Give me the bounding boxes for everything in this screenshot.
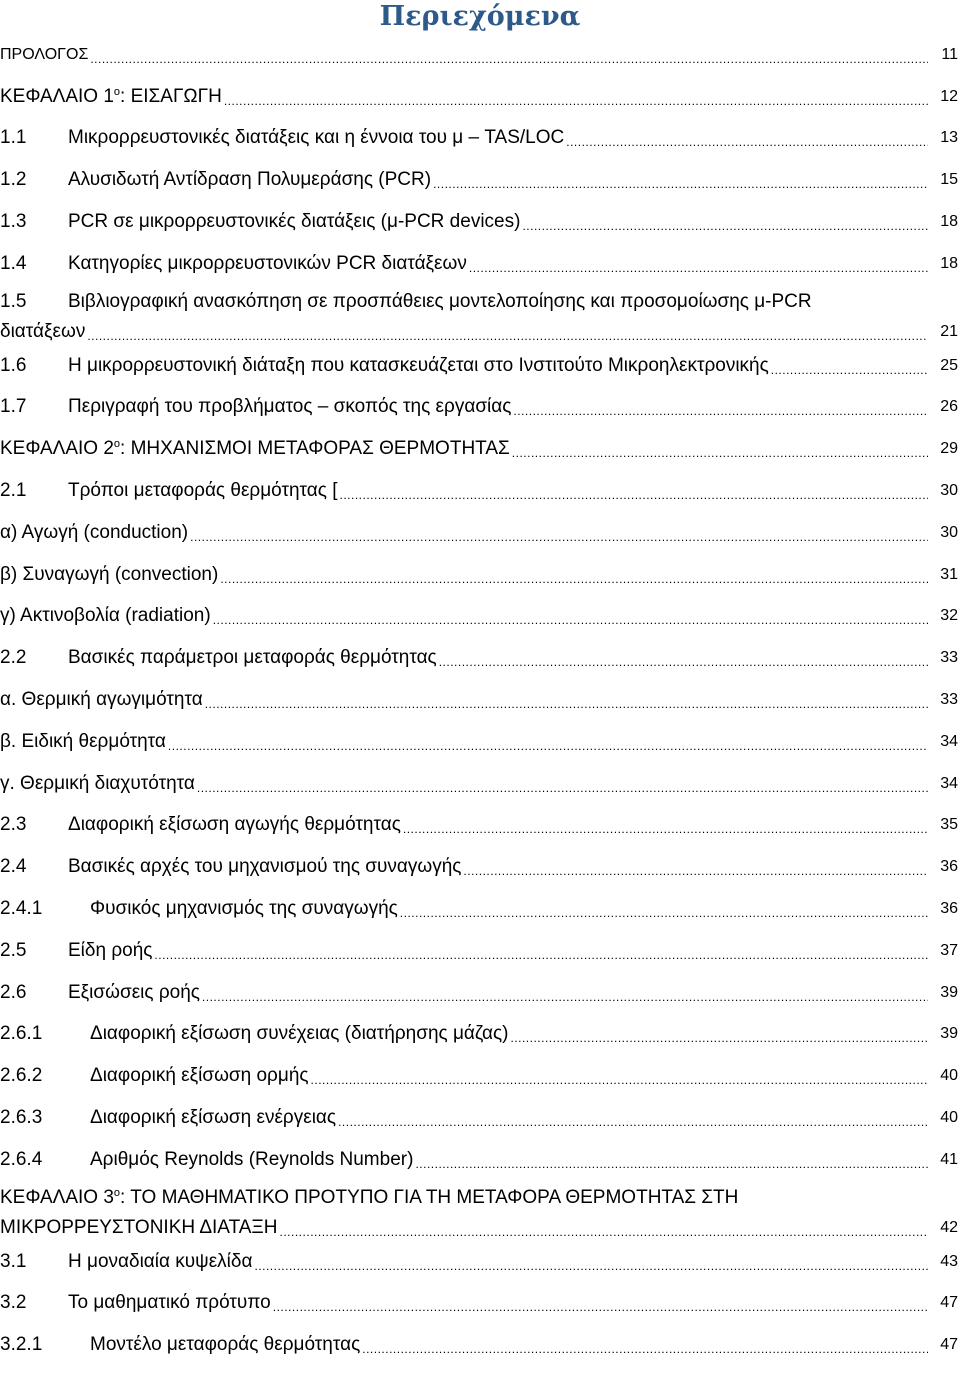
toc-page-number: 21 <box>940 322 958 340</box>
toc-entry-thermal-diffusivity[interactable] <box>0 761 958 803</box>
toc-page-number: 30 <box>940 481 958 499</box>
dot-leader <box>439 655 928 669</box>
dot-leader <box>512 446 928 460</box>
toc-page-number: 25 <box>940 356 958 374</box>
dot-leader <box>190 530 928 544</box>
toc-entry-label: ΚΕΦΑΛΑΙΟ $3^o$: ΤΟ ΜΑΘΗΜΑΤΙΚΟ ΠΡΟΤΥΠΟ ΓΙΑ ΤΗ ΜΕΤΑΦΟΡΑ ΘΕΡΜΟΤΗΤΑΣ ΣΤΗ <box>0 1186 739 1208</box>
dot-leader <box>433 177 928 191</box>
toc-entry-label: Κατηγορίες μικρορρευστονικών PCR διατάξεων <box>68 252 467 274</box>
toc-page-number: 32 <box>940 607 958 625</box>
toc-entry-label: β. Ειδική θερμότητα <box>0 730 166 752</box>
toc-entry-2-4-1[interactable] <box>0 886 958 928</box>
toc-page-number: 31 <box>940 565 958 583</box>
toc-entry-label: Περιγραφή του προβλήματος – σκοπός της εργασίας <box>68 396 512 418</box>
toc-entry-thermal-conductivity[interactable] <box>0 677 958 719</box>
toc-entry-prologue[interactable] <box>0 32 958 74</box>
toc-entry-label: Εξισώσεις ροής <box>68 981 200 1003</box>
toc-entry-2-5[interactable] <box>0 928 958 970</box>
toc-section-number: 2.3 <box>0 814 27 836</box>
dot-leader <box>513 404 928 418</box>
toc-entry-2-2[interactable] <box>0 635 958 677</box>
toc-page-number: 18 <box>940 212 958 230</box>
toc-entry-label: α. Θερμική αγωγιμότητα <box>0 688 203 710</box>
toc-entry-label: Αριθμός Reynolds (Reynolds Number) <box>90 1148 414 1170</box>
dot-leader <box>400 906 928 920</box>
toc-entry-label: α) Αγωγή (conduction) <box>0 521 189 543</box>
toc-entry-2-6[interactable] <box>0 970 958 1012</box>
toc-entry-2-6-3[interactable] <box>0 1095 958 1137</box>
toc-page-number: 40 <box>940 1067 958 1085</box>
table-of-contents <box>0 32 958 1364</box>
toc-section-number: 2.1 <box>0 479 27 501</box>
toc-page-number: 37 <box>940 941 958 959</box>
toc-entry-chapter-2[interactable] <box>0 426 958 468</box>
dot-leader <box>280 1225 928 1239</box>
toc-entry-2-3[interactable] <box>0 803 958 845</box>
toc-entry-label: Διαφορική εξίσωση ορμής <box>90 1065 309 1087</box>
toc-section-number: 2.6 <box>0 981 27 1003</box>
toc-entry-label-continued: διατάξεων <box>0 320 86 342</box>
toc-entry-label-continued: ΜΙΚΡΟΡΡΕΥΣΤΟΝΙΚΗ ΔΙΑΤΑΞΗ <box>0 1216 278 1238</box>
toc-entry-1-2[interactable] <box>0 157 958 199</box>
toc-entry-2-4[interactable] <box>0 844 958 886</box>
dot-leader <box>90 52 928 66</box>
toc-page-number: 35 <box>940 816 958 834</box>
toc-entry-label: Τρόποι μεταφοράς θερμότητας [ <box>68 479 338 501</box>
dot-leader <box>566 135 928 149</box>
dot-leader <box>273 1300 928 1314</box>
toc-section-number: 1.7 <box>0 396 27 418</box>
dot-leader <box>224 94 928 108</box>
toc-section-number: 1.2 <box>0 169 27 191</box>
dot-leader <box>338 1115 928 1129</box>
toc-page-number: 47 <box>940 1294 958 1312</box>
toc-entry-1-7[interactable] <box>0 385 958 427</box>
toc-entry-2-6-4[interactable] <box>0 1137 958 1179</box>
toc-entry-2-6-2[interactable] <box>0 1053 958 1095</box>
toc-entry-1-1[interactable] <box>0 116 958 158</box>
toc-section-number: 3.2 <box>0 1292 27 1314</box>
toc-entry-conduction[interactable] <box>0 510 958 552</box>
toc-page-number: 13 <box>940 129 958 147</box>
toc-section-number: 2.6.1 <box>0 1023 43 1045</box>
toc-entry-3-2[interactable] <box>0 1281 958 1323</box>
toc-entry-specific-heat[interactable] <box>0 719 958 761</box>
dot-leader <box>339 488 928 502</box>
toc-entry-2-6-1[interactable] <box>0 1012 958 1054</box>
toc-section-number: 2.5 <box>0 939 27 961</box>
toc-section-number: 2.2 <box>0 647 27 669</box>
toc-page-number: 39 <box>940 983 958 1001</box>
toc-entry-label: Φυσικός μηχανισμός της συναγωγής <box>90 897 398 919</box>
toc-page-number: 33 <box>940 649 958 667</box>
toc-section-number: 2.4 <box>0 856 27 878</box>
toc-section-number: 2.6.4 <box>0 1148 43 1170</box>
dot-leader <box>362 1342 928 1356</box>
dot-leader <box>469 261 928 275</box>
dot-leader <box>403 822 928 836</box>
toc-entry-label: Αλυσιδωτή Αντίδραση Πολυμεράσης (PCR) <box>68 169 432 191</box>
dot-leader <box>87 329 928 343</box>
toc-section-number: 3.2.1 <box>0 1334 43 1356</box>
toc-page-number: 36 <box>940 858 958 876</box>
toc-page-number: 30 <box>940 523 958 541</box>
toc-entry-1-3[interactable] <box>0 199 958 241</box>
toc-entry-label: γ. Θερμική διαχυτότητα <box>0 772 195 794</box>
toc-section-number: 1.4 <box>0 252 27 274</box>
dot-leader <box>202 990 928 1004</box>
toc-entry-label: Διαφορική εξίσωση αγωγής θερμότητας <box>68 814 401 836</box>
toc-entry-radiation[interactable] <box>0 594 958 636</box>
toc-section-number: 3.1 <box>0 1250 27 1272</box>
toc-page-number: 43 <box>940 1252 958 1270</box>
toc-entry-label: Μικρορρευστονικές διατάξεις και η έννοια του μ – TAS/LOC <box>68 127 565 149</box>
toc-page-number: 11 <box>941 45 958 63</box>
toc-page-number: 12 <box>940 87 958 105</box>
toc-page-number: 34 <box>940 732 958 750</box>
dot-leader <box>311 1073 928 1087</box>
toc-page-number: 36 <box>940 899 958 917</box>
toc-page-number: 29 <box>940 440 958 458</box>
toc-page-number: 40 <box>940 1108 958 1126</box>
toc-page-number: 41 <box>940 1150 958 1168</box>
toc-entry-chapter-1[interactable] <box>0 74 958 116</box>
dot-leader <box>197 781 928 795</box>
toc-page-number: 18 <box>940 254 958 272</box>
toc-section-number: 2.6.3 <box>0 1106 43 1128</box>
toc-entry-label: Η μοναδιαία κυψελίδα <box>68 1250 253 1272</box>
toc-entry-label: Μοντέλο μεταφοράς θερμότητας <box>90 1334 361 1356</box>
page-title: Περιεχόμενα <box>379 1 581 32</box>
toc-entry-label: Διαφορική εξίσωση ενέργειας <box>90 1106 337 1128</box>
toc-page-number: 33 <box>940 690 958 708</box>
toc-entry-label: Διαφορική εξίσωση συνέχειας (διατήρησης μάζας) <box>90 1023 509 1045</box>
toc-page-number: 15 <box>940 171 958 189</box>
toc-section-number: 1.1 <box>0 127 27 149</box>
dot-leader <box>510 1031 928 1045</box>
toc-page-number: 47 <box>940 1336 958 1354</box>
toc-page-number: 26 <box>940 398 958 416</box>
toc-entry-label: ΠΡΟΛΟΓΟΣ <box>0 45 89 63</box>
toc-entry-label: ΚΕΦΑΛΑΙΟ $2^o$: ΜΗΧΑΝΙΣΜΟΙ ΜΕΤΑΦΟΡΑΣ ΘΕΡΜΟΤΗΤΑΣ <box>0 438 510 460</box>
toc-entry-2-1[interactable] <box>0 468 958 510</box>
toc-entry-label: Βιβλιογραφική ανασκόπηση σε προσπάθειες μοντελοποίησης και προσομοίωσης μ-PCR <box>68 290 812 312</box>
dot-leader <box>220 572 928 586</box>
toc-section-number: 2.4.1 <box>0 897 43 919</box>
dot-leader <box>213 613 928 627</box>
toc-page-number: 39 <box>940 1025 958 1043</box>
toc-entry-chapter-3[interactable] <box>0 1179 958 1239</box>
toc-entry-label: PCR σε μικρορρευστονικές διατάξεις (μ-PCR devices) <box>68 210 521 232</box>
toc-entry-label: Βασικές αρχές του μηχανισμού της συναγωγής <box>68 856 462 878</box>
dot-leader <box>154 948 928 962</box>
toc-entry-label: β) Συναγωγή (convection) <box>0 563 219 585</box>
toc-page-number: 42 <box>940 1218 958 1236</box>
toc-entry-convection[interactable] <box>0 552 958 594</box>
toc-entry-label: ΚΕΦΑΛΑΙΟ $1^o$: ΕΙΣΑΓΩΓΗ <box>0 85 222 107</box>
dot-leader <box>522 219 928 233</box>
toc-section-number: 1.3 <box>0 210 27 232</box>
dot-leader <box>168 739 928 753</box>
dot-leader <box>415 1157 928 1171</box>
toc-entry-label: γ) Ακτινοβολία (radiation) <box>0 605 211 627</box>
dot-leader <box>254 1259 928 1273</box>
dot-leader <box>771 363 928 377</box>
toc-entry-label: Βασικές παράμετροι μεταφοράς θερμότητας <box>68 647 437 669</box>
toc-entry-1-6[interactable] <box>0 343 958 385</box>
dot-leader <box>463 864 928 878</box>
toc-entry-1-5[interactable] <box>0 283 958 343</box>
toc-entry-label: Το μαθηματικό πρότυπο <box>68 1292 271 1314</box>
toc-entry-3-2-1[interactable] <box>0 1322 958 1364</box>
toc-page-number: 34 <box>940 774 958 792</box>
dot-leader <box>205 697 928 711</box>
toc-entry-label: Η μικρορρευστονική διάταξη που κατασκευάζεται στο Ινστιτούτο Μικροηλεκτρονικής <box>68 354 769 376</box>
toc-section-number: 1.6 <box>0 354 27 376</box>
toc-entry-1-4[interactable] <box>0 241 958 283</box>
toc-entry-label: Είδη ροής <box>68 939 153 961</box>
toc-section-number: 1.5 <box>0 290 27 312</box>
toc-section-number: 2.6.2 <box>0 1065 43 1087</box>
toc-entry-3-1[interactable] <box>0 1239 958 1281</box>
